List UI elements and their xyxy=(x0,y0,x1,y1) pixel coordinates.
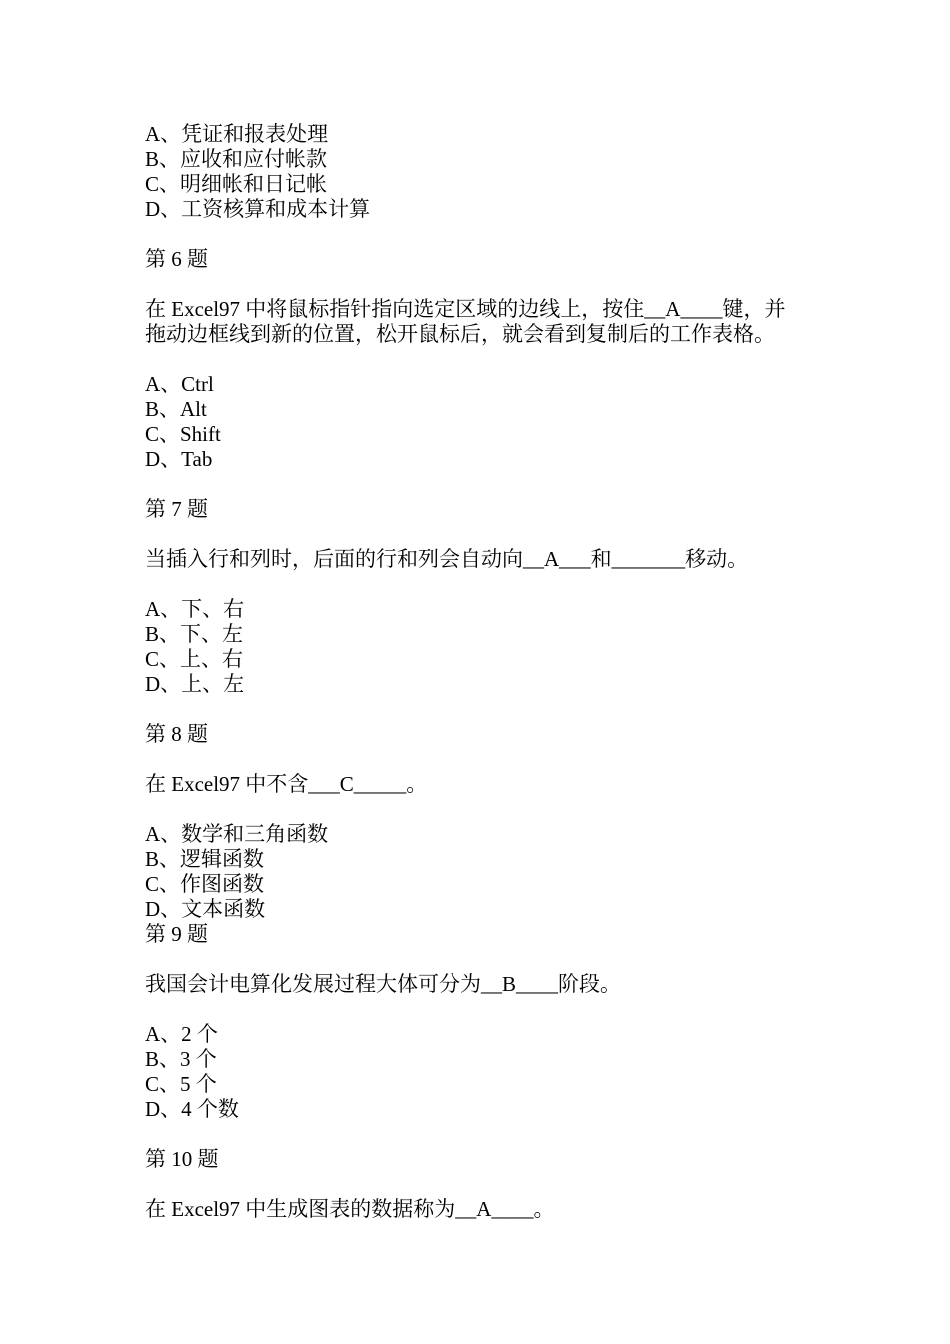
q6-option-d: D、Tab xyxy=(145,447,213,471)
q8-option-b: B、逻辑函数 xyxy=(145,847,265,871)
q6-options xyxy=(145,372,825,472)
document-page xyxy=(145,122,825,1222)
q6-option-c: C、Shift xyxy=(145,422,221,446)
q9-question: 我国会计电算化发展过程大体可分为__B____阶段。 xyxy=(145,972,622,996)
q6-question-line-2: 拖动边框线到新的位置，松开鼠标后，就会看到复制后的工作表格。 xyxy=(145,322,775,346)
q5-options xyxy=(145,122,825,222)
q7-option-b: B、下、左 xyxy=(145,622,244,646)
q7-options xyxy=(145,597,825,697)
q5-option-d: D、工资核算和成本计算 xyxy=(145,197,371,221)
q6-option-b: B、Alt xyxy=(145,397,207,421)
q9-option-d: D、4 个数 xyxy=(145,1097,239,1121)
q6-question xyxy=(145,297,825,347)
q8-option-a: A、数学和三角函数 xyxy=(145,822,329,846)
q7-heading: 第 7 题 xyxy=(145,497,208,521)
q8-heading: 第 8 题 xyxy=(145,722,208,746)
q6-option-a: A、Ctrl xyxy=(145,372,214,396)
q9-option-c: C、5 个 xyxy=(145,1072,217,1096)
q6-heading: 第 6 题 xyxy=(145,247,208,271)
q8-question: 在 Excel97 中不含___C_____。 xyxy=(145,772,428,796)
q10-question: 在 Excel97 中生成图表的数据称为__A____。 xyxy=(145,1197,555,1221)
q6-question-line-1: 在 Excel97 中将鼠标指针指向选定区域的边线上，按住__A____键，并 xyxy=(145,297,786,321)
q9-options xyxy=(145,1022,825,1122)
q7-option-d: D、上、左 xyxy=(145,672,245,696)
q5-option-b: B、应收和应付帐款 xyxy=(145,147,328,171)
q7-option-a: A、下、右 xyxy=(145,597,245,621)
q8-option-d: D、文本函数 xyxy=(145,897,266,921)
q5-option-c: C、明细帐和日记帐 xyxy=(145,172,328,196)
q5-option-a: A、凭证和报表处理 xyxy=(145,122,329,146)
q8-options xyxy=(145,822,825,922)
q9-option-b: B、3 个 xyxy=(145,1047,217,1071)
q9-option-a: A、2 个 xyxy=(145,1022,218,1046)
q7-question: 当插入行和列时，后面的行和列会自动向__A___和_______移动。 xyxy=(145,547,749,571)
q9-heading: 第 9 题 xyxy=(145,922,208,946)
q8-option-c: C、作图函数 xyxy=(145,872,265,896)
q7-option-c: C、上、右 xyxy=(145,647,244,671)
q10-heading: 第 10 题 xyxy=(145,1147,219,1171)
